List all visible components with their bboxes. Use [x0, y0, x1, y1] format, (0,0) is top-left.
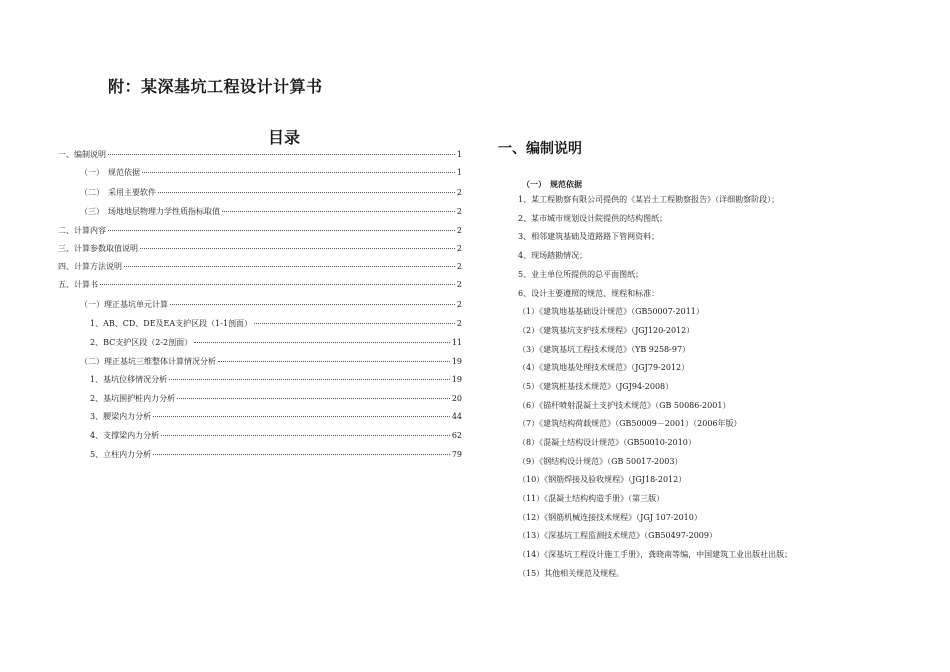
dot-leader — [140, 248, 455, 249]
toc-entry[interactable] — [58, 278, 462, 292]
toc-entry-text: 1、基坑位移情况分析 — [90, 375, 168, 384]
toc-entry-page: 1 — [456, 150, 462, 159]
toc-entry[interactable] — [58, 224, 462, 238]
toc-entry[interactable] — [80, 355, 462, 369]
toc-entry-text: 二、计算内容 — [58, 226, 106, 235]
toc-entry-text: （二） 采用主要软件 — [80, 188, 156, 197]
toc-entry-text: 四、计算方法说明 — [58, 262, 122, 271]
section-heading: 一、编制说明 — [498, 141, 582, 157]
toc-entry-page: 62 — [451, 431, 462, 440]
body-line: 4、现场踏勘情况； — [518, 251, 588, 260]
toc-heading: 目录 — [267, 128, 300, 147]
toc-entry-text: （三） 场地地层物理力学性质指标取值 — [80, 207, 220, 216]
toc-entry-page: 44 — [451, 412, 462, 421]
body-line: 1、某工程勘察有限公司提供的《某岩土工程勘察报告》（详细勘察阶段）； — [518, 195, 780, 204]
toc-entry-text: 2、BC支护区段（2-2剖面） — [90, 338, 193, 347]
dot-leader — [161, 435, 450, 436]
dot-leader — [194, 342, 450, 343]
body-line: （8）《混凝土结构设计规范》（GB50010-2010） — [518, 438, 696, 447]
toc-entry-page: 1 — [456, 168, 462, 177]
body-line: 3、相邻建筑基础及道路路下管网资料； — [518, 232, 660, 241]
dot-leader — [158, 192, 455, 193]
dot-leader — [153, 416, 450, 417]
body-line: （4）《建筑地基处理技术规范》（JGJ79-2012） — [518, 363, 690, 372]
body-line: （3）《建筑基坑工程技术规范》（YB 9258-97） — [518, 345, 691, 354]
body-line: （5）《建筑桩基技术规范》（JGJ94-2008） — [518, 382, 674, 391]
dot-leader — [222, 211, 455, 212]
body-line: （2）《建筑基坑支护技术规程》（JGJ120-2012） — [518, 326, 695, 335]
toc-entry-text: （一）理正基坑单元计算 — [80, 300, 168, 309]
dot-leader — [169, 379, 450, 380]
dot-leader — [254, 323, 455, 324]
body-line: 2、某市城市规划设计院提供的结构图纸； — [518, 214, 668, 223]
toc-entry[interactable] — [58, 242, 462, 256]
toc-entry[interactable] — [90, 373, 462, 387]
toc-entry[interactable] — [58, 260, 462, 274]
toc-entry-page: 19 — [451, 357, 462, 366]
dot-leader — [100, 284, 455, 285]
toc-entry-text: 三、计算参数取值说明 — [58, 244, 138, 253]
toc-entry[interactable] — [80, 298, 462, 312]
toc-entry[interactable] — [90, 317, 462, 331]
dot-leader — [177, 398, 450, 399]
toc-entry-text: 4、支撑梁内力分析 — [90, 431, 160, 440]
toc-entry-page: 19 — [451, 375, 462, 384]
body-line: （7）《建筑结构荷载规范》（GB50009－2001）（2006年版） — [518, 419, 742, 428]
dot-leader — [218, 361, 450, 362]
body-line: 6、设计主要遵照的规范、规程和标准： — [518, 289, 660, 298]
toc-entry-text: 3、腰梁内力分析 — [90, 412, 152, 421]
body-line: （11）《混凝土结构构造手册》（第三版） — [518, 494, 665, 503]
toc-entry[interactable] — [80, 166, 462, 180]
toc-entry-text: 2、基坑围护桩内力分析 — [90, 394, 176, 403]
body-line: （10）《钢筋焊接及验收规程》（JGJ18-2012） — [518, 475, 687, 484]
toc-entry-text: （二）理正基坑三维整体计算情况分析 — [80, 357, 216, 366]
dot-leader — [153, 454, 450, 455]
body-line: 5、业主单位所提供的总平面图纸； — [518, 270, 644, 279]
toc-entry[interactable] — [90, 410, 462, 424]
dot-leader — [124, 266, 455, 267]
toc-entry-page: 2 — [456, 319, 462, 328]
document-title: 附：某深基坑工程设计计算书 — [108, 77, 323, 96]
subsection-heading: （一） 规范依据 — [522, 180, 582, 189]
toc-entry[interactable] — [90, 392, 462, 406]
body-line: （9）《钢结构设计规范》（GB 50017-2003） — [518, 457, 683, 466]
body-line: （15）其他相关规范及规程。 — [518, 569, 625, 578]
toc-entry[interactable] — [80, 205, 462, 219]
toc-entry[interactable] — [90, 429, 462, 443]
body-line: （13）《深基坑工程监测技术规范》（GB50497-2009） — [518, 531, 717, 540]
toc-entry[interactable] — [90, 336, 462, 350]
body-line: （14）《深基坑工程设计施工手册》，龚晓南等编，中国建筑工业出版社出版； — [518, 550, 793, 559]
dot-leader — [108, 154, 455, 155]
toc-entry-text: （一） 规范依据 — [80, 168, 140, 177]
toc-entry-text: 5、立柱内力分析 — [90, 450, 152, 459]
toc-entry-text: 五、计算书 — [58, 280, 98, 289]
toc-entry-text: 1、AB、CD、DE及EA支护区段（1-1剖面） — [90, 319, 253, 328]
toc-entry-page: 2 — [456, 300, 462, 309]
dot-leader — [108, 230, 455, 231]
toc-entry-page: 11 — [451, 338, 462, 347]
toc-entry-page: 2 — [456, 280, 462, 289]
toc-entry-page: 2 — [456, 207, 462, 216]
toc-entry-page: 2 — [456, 262, 462, 271]
toc-entry-page: 79 — [451, 450, 462, 459]
toc-entry-page: 2 — [456, 244, 462, 253]
toc-entry[interactable] — [58, 148, 462, 162]
toc-entry-text: 一、编制说明 — [58, 150, 106, 159]
toc-entry-page: 20 — [451, 394, 462, 403]
body-line: （1）《建筑地基基础设计规范》（GB50007-2011） — [518, 307, 704, 316]
body-line: （12）《钢筋机械连接技术规程》（JGJ 107-2010） — [518, 513, 702, 522]
body-line: （6）《锚杆喷射混凝土支护技术规范》（GB 50086-2001） — [518, 401, 731, 410]
toc-entry[interactable] — [90, 448, 462, 462]
toc-entry-page: 2 — [456, 188, 462, 197]
toc-entry[interactable] — [80, 186, 462, 200]
dot-leader — [142, 172, 455, 173]
toc-entry-page: 2 — [456, 226, 462, 235]
dot-leader — [170, 304, 455, 305]
